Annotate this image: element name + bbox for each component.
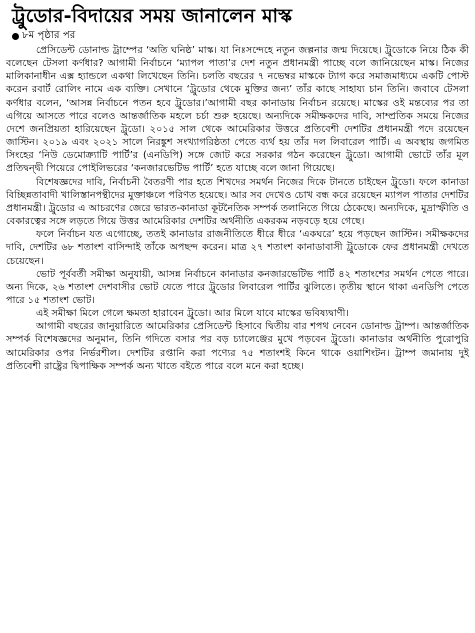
continued-from-line [6,29,469,43]
paragraph-2: বিশেষজ্ঞদের দাবি, নির্বাচনী বৈতরণী পার হতে শিখদের সমর্থন নিজের দিকে টানতে চাইছেন ট্রুডো। ফলে কানাডা বিচ্ছিন্নতাবাদী খালিস্তানপন্থীদের মুক্তাঞ্চলে পরিণত হয়েছে। আর সব দেখেও চোখ বন্ধ করে রয়েছেন ম্যাপল পাতার দেশটির প্রধানমন্ত্রী। ট্রুডোর এ আচরণের জেরে ভারত-কানাডা কূটনৈতিক সম্পর্ক তলানিতে গিয়ে ঠেকেছে। অন্যদিকে, মুদ্রাস্ফীতি ও বেকারত্বের সঙ্গে লড়তে গিয়ে উত্তর আমেরিকার দেশটির অর্থনীতি একরকম নড়বড়ে হয়ে গেছে। [6,176,469,228]
paragraph-4: ভোট পূর্ববর্তী সমীক্ষা অনুযায়ী, আসন্ন নির্বাচনে কানাডার কনজারভেটিভ পার্টি ৪২ শতাংশের সমর্থন পেতে পারে। অন্য দিকে, ২৬ শতাংশ দেশবাসীর ভোট যেতে পারে ট্রুডোর লিবারেল পার্টির ঝুলিতে। তৃতীয় স্থানে থাকা এনডিপি পেতে পারে ১৫ শতাংশ ভোট। [6,268,469,306]
paragraph-5: এই সমীক্ষা মিলে গেলে ক্ষমতা হারাবেন ট্রুডো। আর মিলে যাবে মাস্কের ভবিষ্যদ্বাণী। [36,308,349,320]
article-body [6,44,469,373]
continued-from-label: ৮ম পৃষ্ঠার পর [22,30,76,41]
bullet-icon [12,33,19,40]
paragraph-6: আগামী বছরের জানুয়ারিতে আমেরিকার প্রেসিডেন্ট হিসাবে দ্বিতীয় বার শপথ নেবেন ডোনাল্ড ট্রাম্প। আন্তর্জাতিক সম্পর্ক বিশেষজ্ঞদের অনুমান, তিনি গদিতে বসার পর বড় চ্যালেঞ্জের মুখে পড়বেন ট্রুডো। কানাডার অর্থনীতি পুরোপুরি আমেরিকার ওপর নির্ভরশীল। দেশটির রপ্তানি করা পণ্যের ৭৫ শতাংশই কিনে থাকে ওয়াশিংটন। ট্রাম্প জমানায় দুই প্রতিবেশী রাষ্ট্রের দ্বিপাক্ষিক সম্পর্ক অন্য খাতে বইতে পারে বলে মনে করা হচ্ছে। [6,321,469,372]
paragraph-1: প্রেসিডেন্ট ডোনাল্ড ট্রাম্পের ‘অতি ঘনিষ্ঠ’ মাস্ক। যা নিঃসন্দেহে নতুন জল্পনার জন্ম দিয়েছে। ট্রুডোকে নিয়ে ঠিক কী বলেছেন টেসলা কর্ণধার? আগামী নির্বাচনে ‘ম্যাপল পাতা’র দেশ নতুন প্রধানমন্ত্রী পাচ্ছে বলে জানিয়েছেন মাস্ক। নিজের মালিকানাধীন এক্স হ্যান্ডলে একথা লিখেছেন তিনি। চলতি বছরের ৭ নভেম্বর মাস্ককে ট্যাগ করে সমাজমাধ্যমে একটি পোস্ট করেন রবার্ট রোলিং নামে এক ব্যক্তি। সেখানে ‘ট্রুডোর থেকে মুক্তির জন্য’ তাঁর কাছে সাহায্য চান তিনি। জবাবে টেসলা কর্ণধার বলেন, ‘আসন্ন নির্বাচনে পতন হবে ট্রুডোর।’আগামী বছর কানাডায় নির্বাচন রয়েছে। মাস্কের ওই মন্তব্যের পর তা এগিয়ে আসতে পারে বলেও আন্তর্জাতিক মহলে চর্চা শুরু হয়েছে। অন্যদিকে সমীক্ষকদের দাবি, সাম্প্রতিক সময়ে নিজের দেশে জনপ্রিয়তা হারিয়েছেন ট্রুডো। ২০১৫ সাল থেকে আমেরিকার উত্তরে প্রতিবেশী দেশটির প্রধানমন্ত্রী পদে রয়েছেন জাস্টিন। ২০১৯ এবং ২০২১ সালে নিরঙ্কুশ সংখ্যাগরিষ্ঠতা পেতে ব্যর্থ হয় তাঁর দল লিবারেল পার্টি। এ অবস্থায় জগমিত সিংহের ‘নিউ ডেমোক্র্যাটি পার্টি’র (এনডিপি) সঙ্গে জোট করে সরকার গঠন করেছেন ট্রুডো। আগামী ভোটে তাঁর মূল প্রতিদ্বন্দ্বী পিয়েরে পোইলিভরের ‘কনজারভেটিভ পার্টি’ হতে যাচ্ছে বলে জানা গিয়েছে। [6,45,469,175]
article-headline: ট্রুডোর-বিদায়ের সময় জানালেন মাস্ক [12,5,293,27]
paragraph-3: ফলে নির্বাচন যত এগোচ্ছে, ততই কানাডার রাজনীতিতে ধীরে ধীরে ‘একঘরে’ হয়ে পড়ছেন জাস্টিন। সমীক্ষকদের দাবি, দেশটির ৬৮ শতাংশ বাসিন্দাই তাঁকে অপছন্দ করেন। মাত্র ২৭ শতাংশ কানাডাবাসী ট্রুডোকে ফের প্রধানমন্ত্রী দেখতে চেয়েছেন। [6,229,469,267]
